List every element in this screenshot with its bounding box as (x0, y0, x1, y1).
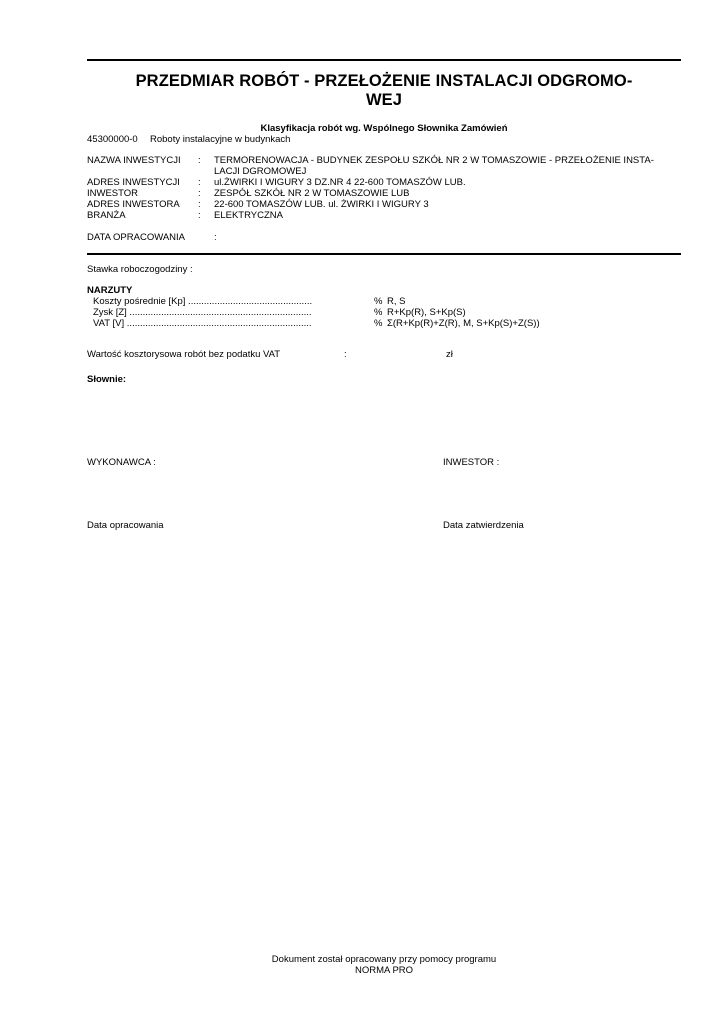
narzuty-heading: NARZUTY (87, 285, 133, 296)
data-zatwierdzenia-signature: Data zatwierdzenia (443, 520, 524, 531)
narzut-formula-kp: R, S (387, 296, 406, 307)
inwestor-label: INWESTOR : (443, 457, 500, 468)
info-colon: : (198, 155, 201, 166)
info-value-investor: ZESPÓŁ SZKÓŁ NR 2 W TOMASZOWIE LUB (214, 188, 410, 199)
info-value-investment-name: TERMORENOWACJA - BUDYNEK ZESPOŁU SZKÓŁ NR 2 W TOMASZOWIE - PRZEŁOŻENIE INSTA- (214, 155, 654, 166)
info-label-investment-address: ADRES INWESTYCJI (87, 177, 180, 188)
narzut-label-vat: VAT [V] ...................................................................... (93, 318, 312, 329)
wartosc-label: Wartość kosztorysowa robót bez podatku VAT (87, 349, 281, 360)
classification-heading: Klasyfikacja robót wg. Wspólnego Słownika Zamówień (260, 123, 508, 134)
data-opracowania-signature: Data opracowania (87, 520, 164, 531)
narzut-label-kp: Koszty pośrednie [Kp] ............................................... (93, 296, 313, 307)
data-opracowania-label: DATA OPRACOWANIA (87, 232, 186, 243)
middle-rule (87, 253, 681, 255)
classification-description: Roboty instalacyjne w budynkach (150, 134, 291, 145)
data-opracowania-colon: : (214, 232, 217, 243)
narzut-pct: % (374, 318, 383, 329)
narzut-label-z: Zysk [Z] ..................................................................... (93, 307, 312, 318)
info-label-investor-address: ADRES INWESTORA (87, 199, 180, 210)
narzut-pct: % (374, 307, 383, 318)
top-rule (87, 59, 681, 61)
info-colon: : (198, 188, 201, 199)
info-label-investor: INWESTOR (87, 188, 139, 199)
stawka-label: Stawka roboczogodziny : (87, 264, 193, 275)
footer-line-2: NORMA PRO (354, 965, 414, 976)
narzut-formula-vat: Σ(R+Kp(R)+Z(R), M, S+Kp(S)+Z(S)) (387, 318, 540, 329)
slownie-label: Słownie: (87, 374, 127, 385)
page-title (87, 72, 681, 110)
classification-code: 45300000-0 (87, 134, 138, 145)
info-value-investor-address: 22-600 TOMASZÓW LUB. ul. ŻWIRKI I WIGURY 3 (214, 199, 429, 210)
info-colon: : (198, 177, 201, 188)
info-label-branch: BRANŻA (87, 210, 126, 221)
footer-line-1: Dokument został opracowany przy pomocy programu (271, 954, 497, 965)
info-value-investment-name-cont: LACJI DGROMOWEJ (214, 166, 307, 177)
title-line-1: PRZEDMIAR ROBÓT - PRZEŁOŻENIE INSTALACJI ODGROMO- (135, 72, 633, 90)
narzut-pct: % (374, 296, 383, 307)
wartosc-currency: zł (446, 349, 453, 360)
info-value-investment-address: ul.ŻWIRKI I WIGURY 3 DZ.NR 4 22-600 TOMASZÓW LUB. (214, 177, 466, 188)
narzut-formula-z: R+Kp(R), S+Kp(S) (387, 307, 466, 318)
info-value-branch: ELEKTRYCZNA (214, 210, 283, 221)
info-label-investment-name: NAZWA INWESTYCJI (87, 155, 181, 166)
info-colon: : (198, 199, 201, 210)
info-colon: : (198, 210, 201, 221)
wykonawca-label: WYKONAWCA : (87, 457, 156, 468)
wartosc-colon: : (344, 349, 347, 360)
title-line-2: WEJ (365, 91, 403, 109)
